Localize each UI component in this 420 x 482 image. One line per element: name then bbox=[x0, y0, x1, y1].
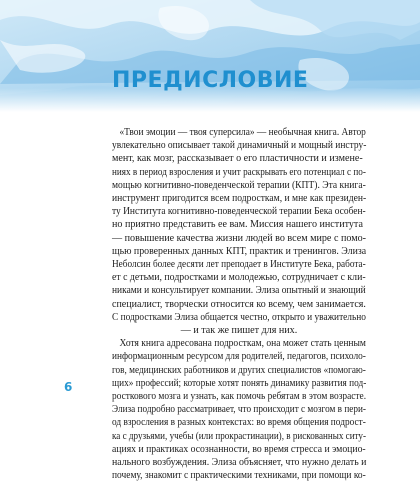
text-line: Хотя книга адресована подросткам, она может стать ценным bbox=[119, 338, 366, 350]
page-title: ПРЕДИСЛОВИЕ bbox=[112, 68, 309, 93]
text-line: мощью когнитивно-поведенческой терапии (КПТ). Эта книга- bbox=[112, 179, 366, 191]
text-line: ет с детьми, подростками и молодежью, сотрудничает с кли- bbox=[112, 272, 366, 284]
text-line: ту Института когнитивно-поведенческой терапии Бека особен- bbox=[112, 206, 366, 218]
text-line: почему, знакомит с практическими техниками, при помощи ко- bbox=[112, 470, 366, 482]
text-line: — повышение качества жизни людей во всем мире с помо- bbox=[112, 232, 366, 244]
text-line: гов, медицинских работников и других специалистов «помогаю- bbox=[112, 364, 366, 376]
text-line: — и так же пишет для них. bbox=[180, 325, 298, 337]
header-watercolor-art bbox=[0, 0, 420, 112]
text-line: «Твои эмоции — твоя суперсила» — необычная книга. Автор bbox=[119, 127, 366, 138]
text-line: Элиза подробно рассматривает, что происходит с мозгом в пери- bbox=[112, 404, 366, 416]
text-line: увлекательно описывает такой динамичный и мощный инстру- bbox=[112, 140, 367, 152]
text-line: инструмент пригодится всем подросткам, и мне как президен- bbox=[112, 193, 367, 205]
text-line: Неболсин более десяти лет преподает в Институте Бека, работа- bbox=[112, 259, 366, 271]
text-line: ка с друзьями, учебы (или прокрастинации), в рискованных ситу- bbox=[112, 430, 366, 442]
text-line: специалист, творчески относится ко всему, чем занимается. bbox=[112, 298, 366, 310]
text-line: ациях и практиках осознанности, во время стресса и эмоцио- bbox=[112, 443, 366, 455]
text-line: С подростками Элиза общается честно, открыто и уважительно bbox=[112, 311, 366, 323]
text-line: информационным ресурсом для родителей, педагогов, психоло- bbox=[112, 351, 366, 363]
text-line: щью проверенных данных КПТ, практик и тренингов. Элиза bbox=[112, 245, 367, 257]
body-text bbox=[112, 126, 366, 482]
text-line: од взросления в разных контекстах: во время общения подрост- bbox=[112, 417, 366, 429]
text-line: никами и консультирует компании. Элиза опытный и знающий bbox=[112, 285, 366, 297]
text-line: но приятно представить ее вам. Миссия нашего института bbox=[112, 219, 363, 231]
text-line: ниях в период взросления и учит раскрывать его потенциал с по- bbox=[112, 166, 366, 178]
page-number: 6 bbox=[64, 380, 73, 394]
text-line: нального возбуждения. Элиза объясняет, что нужно делать и bbox=[112, 457, 367, 469]
text-line: щих» профессий; которые хотят понять динамику развития под- bbox=[112, 377, 367, 389]
text-line: мент, как мозг, рассказывает о его пластичности и измене- bbox=[112, 153, 363, 165]
text-line: росткового мозга и узнать, как помочь ребятам в этом возрасте. bbox=[112, 391, 367, 403]
watercolor-background bbox=[0, 0, 420, 112]
